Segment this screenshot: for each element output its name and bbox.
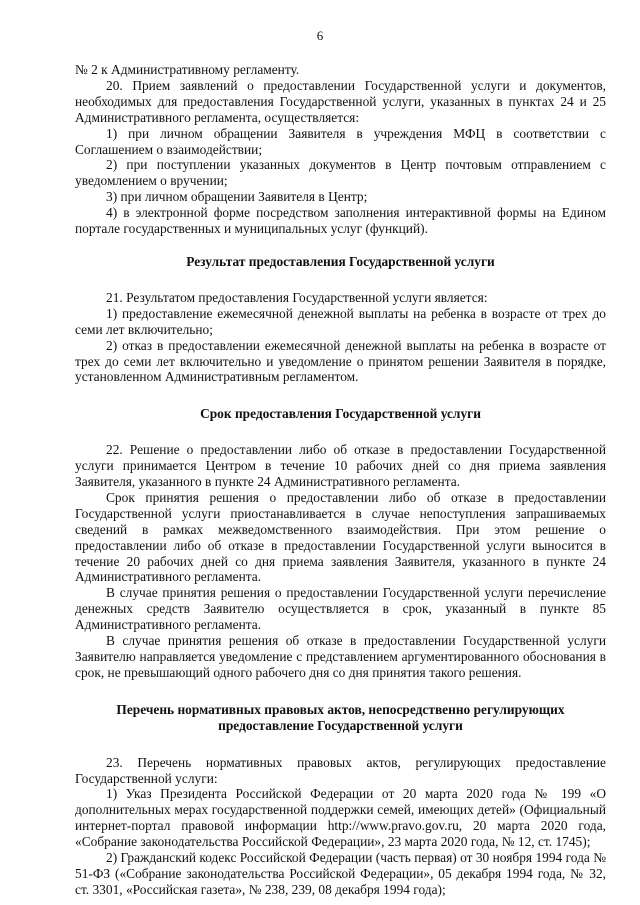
paragraph: В случае принятия решения об отказе в предоставлении Государственной услуги Заявителю направляется уведомление с представлением аргументированного обоснования в срок, не превышающий одного рабочего дня со дня принятия такого решения. xyxy=(75,633,606,680)
section-heading-acts-line1: Перечень нормативных правовых актов, непосредственно регулирующих xyxy=(116,701,565,717)
list-item: 2) Гражданский кодекс Российской Федерации (часть первая) от 30 ноября 1994 года № 51-ФЗ («Собрание законодательства Российской Федерации», 05 декабря 1994 года, № 32, ст. 3301, «Российская газета», № 238, 239, 08 декабря 1994 года); xyxy=(75,850,606,897)
paragraph: № 2 к Административному регламенту. xyxy=(75,62,300,77)
section-heading-acts-line2: предоставление Государственной услуги xyxy=(218,717,463,733)
paragraph: В случае принятия решения о предоставлении Государственной услуги перечисление денежных средств Заявителю осуществляется в срок, указанный в пункте 85 Административного регламента. xyxy=(75,585,606,633)
section-heading-term: Срок предоставления Государственной услуги xyxy=(200,406,481,422)
list-item: 1) при личном обращении Заявителя в учреждения МФЦ в соответствии с Соглашением о взаимодействии; xyxy=(75,125,606,157)
section-heading-acts xyxy=(75,702,606,734)
paragraph: Срок принятия решения о предоставлении либо об отказе в предоставлении Государственной услуги приостанавливается в случае непоступления запрашиваемых сведений в рамках межведомственного взаимодействия. При этом решение о предоставлении либо об отказе в предоставлении Государственной услуги выносится в течение 20 рабочих дней со дня приема заявления Заявителя, указанного в пункте 24 Административного регламента. xyxy=(75,489,606,585)
list-item: 1) предоставление ежемесячной денежной выплаты на ребенка в возрасте от трех до семи лет включительно; xyxy=(75,305,606,337)
page-number: 6 xyxy=(316,28,324,43)
section-heading-result: Результат предоставления Государственной услуги xyxy=(186,253,495,269)
paragraph: 22. Решение о предоставлении либо об отказе в предоставлении Государственной услуги принимается Центром в течение 10 рабочих дней со дня приема заявления Заявителя, указанного в пункте 24 Административного регламента. xyxy=(75,442,606,490)
paragraph: 20. Прием заявлений о предоставлении Государственной услуги и документов, необходимых для предоставления Государственной услуги, указанных в пунктах 24 и 25 Административного регламента, осуществляется: xyxy=(75,77,606,125)
document-body xyxy=(75,62,606,898)
list-item: 3) при личном обращении Заявителя в Центр; xyxy=(106,189,368,205)
list-item: 2) при поступлении указанных документов в Центр почтовым отправлением с уведомлением о вручении; xyxy=(75,157,606,189)
paragraph: 21. Результатом предоставления Государственной услуги является: xyxy=(106,289,488,305)
list-item: 4) в электронной форме посредством заполнения интерактивной формы на Едином портале государственных и муниципальных услуг (функций). xyxy=(75,205,606,237)
list-item: 1) Указ Президента Российской Федерации от 20 марта 2020 года № 199 «О дополнительных мерах государственной поддержки семей, имеющих детей» (Официальный интернет-портал правовой информации http://www.pravo.gov.ru, 20 марта 2020 года, «Собрание законодательства Российской Федерации», 23 марта 2020 года, № 12, ст. 1745); xyxy=(75,786,606,850)
list-item: 2) отказ в предоставлении ежемесячной денежной выплаты на ребенка в возрасте от трех до семи лет включительно и уведомление о принятом решении Заявителя в порядке, установленном Административным регламентом. xyxy=(75,337,606,385)
paragraph: 23. Перечень нормативных правовых актов, регулирующих предоставление Государственной услуги: xyxy=(75,754,606,786)
